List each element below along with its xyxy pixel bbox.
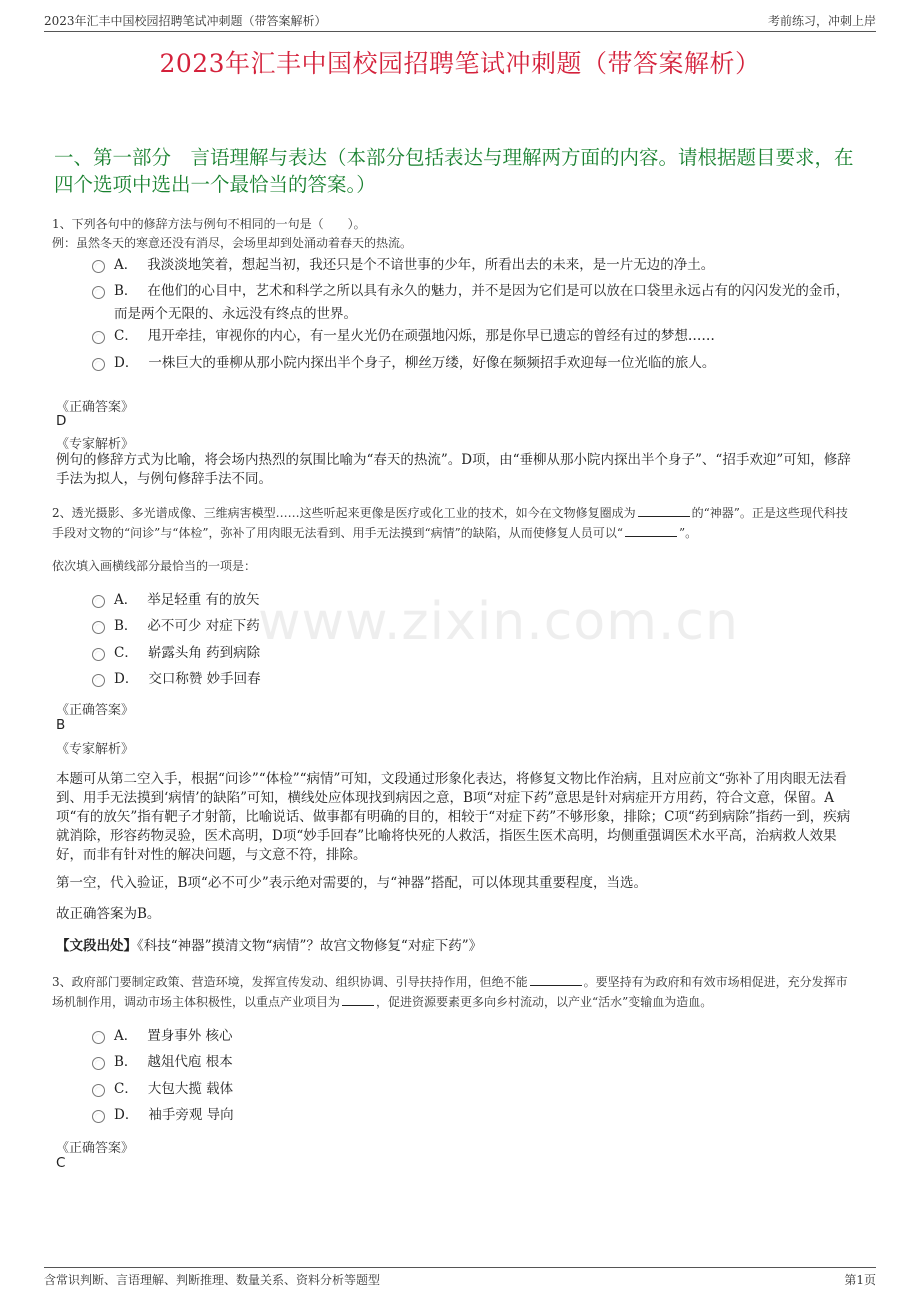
page-title: 2023年汇丰中国校园招聘笔试冲刺题（带答案解析）	[159, 49, 761, 78]
question-1-example: 例：虽然冬天的寒意还没有消尽，会场里却到处涌动着春天的热流。	[52, 236, 413, 250]
option-letter: B．	[114, 618, 138, 634]
option-letter: D．	[114, 1107, 139, 1123]
question-3-answer: C	[56, 1155, 66, 1171]
question-1-stem: 1、下列各句中的修辞方法与例句不相同的一句是（ ）。	[52, 217, 366, 231]
question-2-prompt: 依次填入画横线部分最恰当的一项是：	[52, 559, 257, 573]
option-text: 甩开牵挂，审视你的内心，有一星火光仍在顽强地闪烁，那是你早已遗忘的曾经有过的梦想……	[147, 328, 715, 344]
radio-icon[interactable]	[92, 1031, 105, 1044]
footer-note: 含常识判断、言语理解、判断推理、数量关系、资料分析等题型	[44, 1273, 381, 1287]
option-letter: D．	[114, 355, 139, 371]
option-letter: B．	[114, 1054, 138, 1070]
option-text: 一株巨大的垂柳从那小院内探出半个身子，柳丝万缕，好像在频频招手欢迎每一位光临的旅人。	[148, 355, 716, 371]
question-1-answer: D	[56, 413, 67, 429]
radio-icon[interactable]	[92, 674, 105, 687]
stem-text: 。要坚持有为政府和有效市场相促进，充分发挥市场机制作用，调动市场主体积极性，以重点产业项目为	[52, 975, 848, 1009]
option-1c[interactable]	[92, 325, 862, 347]
stem-text: ，促进资源要素更多向乡村流动，以产业“活水”变输血为造血。	[376, 995, 713, 1009]
footer-divider	[44, 1267, 876, 1268]
fill-blank	[625, 525, 677, 537]
question-2-analysis-main: 本题可从第二空入手，根据“问诊”“体检”“病情”可知，文段通过形象化表达，将修复文物比作治病，且对应前文“弥补了用肉眼无法看到、用手无法摸到‘病情’的缺陷”可知，横线处应体现找到病因之意，B项“对症下药”意思是针对病症开方用药，符合文意，保留。A项“有的放矢”指有靶子才射箭，比喻说话、做事都有明确的目的，相较于“对症下药”不够形象，排除；C项“药到病除”指药一到，疾病就消除，形容药物灵验，医术高明，D项“妙手回春”比喻将快死的人救活，指医生医术高明，均侧重强调医术水平高，治病救人效果好，而非有针对性的解决问题，与文意不符，排除。	[56, 771, 851, 863]
question-2-source	[56, 937, 860, 956]
radio-icon[interactable]	[92, 286, 105, 299]
fill-blank	[638, 505, 690, 517]
radio-icon[interactable]	[92, 1110, 105, 1123]
option-1d[interactable]	[92, 352, 862, 374]
source-text: 《科技“神器”摸清文物“病情”？故宫文物修复“对症下药”》	[137, 938, 483, 954]
answer-label: 《正确答案》	[56, 1141, 135, 1156]
question-1-analysis: 例句的修辞方式为比喻，将会场内热烈的氛围比喻为“春天的热流”。D项，由“垂柳从那小院内探出半个身子”、“招手欢迎”可知，修辞手法为拟人，与例句修辞手法不同。	[56, 452, 851, 487]
option-3c[interactable]	[92, 1078, 862, 1100]
option-2d[interactable]	[92, 668, 862, 690]
option-text: 置身事外 核心	[147, 1028, 233, 1044]
option-text: 必不可少 对症下药	[147, 618, 260, 634]
radio-icon[interactable]	[92, 1057, 105, 1070]
option-letter: A．	[114, 1028, 138, 1044]
header-slogan: 考前练习，冲刺上岸	[767, 14, 876, 28]
radio-icon[interactable]	[92, 595, 105, 608]
source-label: 【文段出处】	[56, 938, 137, 954]
answer-label: 《正确答案》	[56, 400, 135, 415]
option-3a[interactable]	[92, 1025, 862, 1047]
option-1a[interactable]	[92, 254, 862, 276]
section-heading: 一、第一部分 言语理解与表达（本部分包括表达与理解两方面的内容。请根据题目要求，在四个选项中选出一个最恰当的答案。）	[54, 146, 854, 196]
option-3d[interactable]	[92, 1104, 862, 1126]
question-2-analysis-blank1: 第一空，代入验证，B项“必不可少”表示绝对需要的，与“神器”搭配，可以体现其重要程度，当选。	[56, 875, 648, 891]
header-divider	[44, 31, 876, 32]
watermark: www.zixin.com.cn	[258, 592, 739, 652]
option-letter: C．	[114, 645, 138, 661]
fill-blank	[342, 994, 374, 1006]
option-text: 交口称赞 妙手回春	[148, 671, 261, 687]
option-letter: C．	[114, 328, 138, 344]
option-text: 在他们的心目中，艺术和科学之所以具有永久的魅力，并不是因为它们是可以放在口袋里永远占有的闪闪发光的金币，而是两个无限的、永远没有终点的世界。	[114, 283, 850, 322]
option-1b[interactable]	[92, 280, 862, 326]
radio-icon[interactable]	[92, 1084, 105, 1097]
option-text: 举足轻重 有的放矢	[147, 592, 260, 608]
option-letter: B．	[114, 283, 138, 299]
option-text: 我淡淡地笑着，想起当初，我还只是个不谙世事的少年，所看出去的未来，是一片无边的净土。	[147, 257, 715, 273]
analysis-label: 《专家解析》	[56, 742, 135, 757]
stem-text: 3、政府部门要制定政策、营造环境，发挥宣传发动、组织协调、引导扶持作用，但绝不能	[52, 975, 528, 989]
radio-icon[interactable]	[92, 358, 105, 371]
option-text: 崭露头角 药到病除	[147, 645, 261, 661]
radio-icon[interactable]	[92, 648, 105, 661]
question-2-answer: B	[56, 717, 66, 733]
option-letter: D．	[114, 671, 139, 687]
header-doc-name: 2023年汇丰中国校园招聘笔试冲刺题（带答案解析）	[44, 14, 327, 28]
analysis-label: 《专家解析》	[56, 437, 135, 452]
question-3-stem	[52, 972, 858, 1012]
question-2-stem	[52, 503, 858, 543]
radio-icon[interactable]	[92, 621, 105, 634]
option-letter: C．	[114, 1081, 138, 1097]
stem-text: 2、透光摄影、多光谱成像、三维病害模型……这些听起来更像是医疗或化工业的技术，如今在文物修复圈成为	[52, 506, 636, 520]
question-2-conclusion: 故正确答案为B。	[56, 906, 161, 922]
fill-blank	[530, 974, 582, 986]
option-text: 袖手旁观 导向	[148, 1107, 234, 1123]
stem-text: ”。	[678, 526, 698, 540]
stem-text: 的“神器”。正是这些现代科技手段对文物的“问诊”与“体检”，弥补了用肉眼无法看到、用手无法摸到“病情”的缺陷，从而使修复人员可以“	[52, 506, 848, 540]
radio-icon[interactable]	[92, 260, 105, 273]
option-letter: A．	[114, 257, 138, 273]
option-text: 大包大揽 载体	[147, 1081, 234, 1097]
option-letter: A．	[114, 592, 138, 608]
page-number: 第1页	[844, 1273, 876, 1287]
option-3b[interactable]	[92, 1051, 862, 1073]
answer-label: 《正确答案》	[56, 703, 135, 718]
radio-icon[interactable]	[92, 331, 105, 344]
option-text: 越俎代庖 根本	[147, 1054, 233, 1070]
running-header	[44, 12, 876, 32]
